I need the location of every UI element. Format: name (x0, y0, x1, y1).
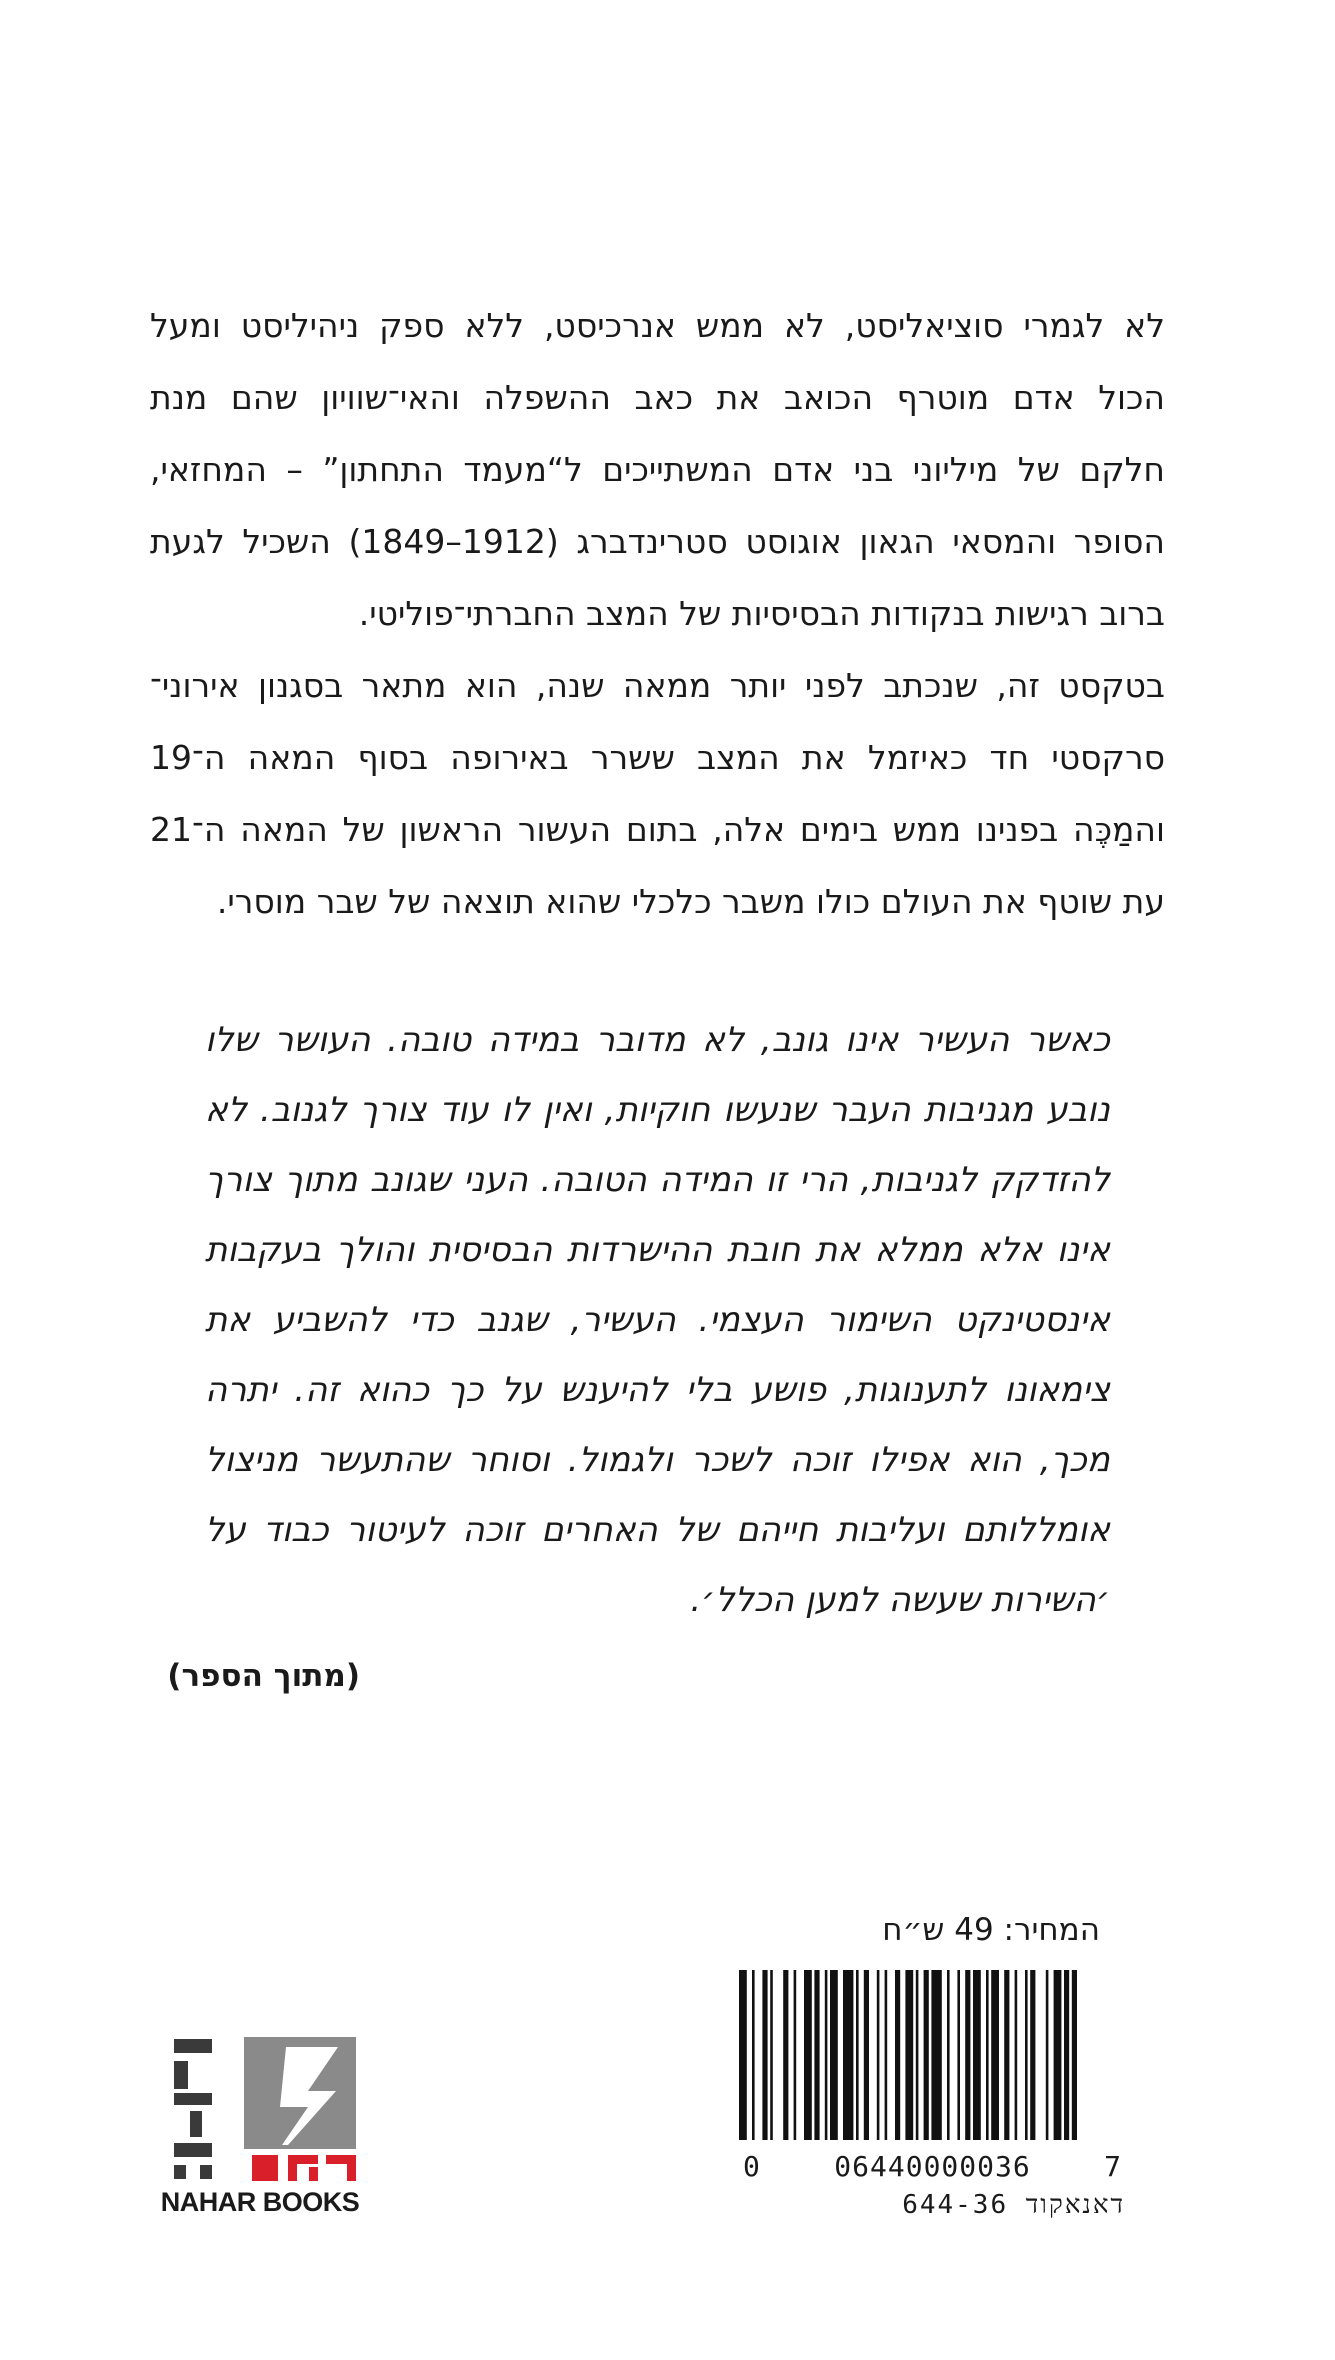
excerpt-line: אינסטינקט השימור העצמי. העשיר, שגנב כדי להשביע את (205, 1300, 1110, 1340)
barcode-bar (924, 1970, 929, 2140)
barcode-bar (856, 1970, 859, 2140)
barcode-bar (916, 1970, 919, 2140)
blurb-line: והמַכֶּה בפנינו ממש בימים אלה, בתום העשור הראשון של המאה ה־21 (150, 810, 1165, 849)
barcode-bar (1004, 1970, 1009, 2140)
blurb-line: הכול אדם מוטרף הכואב את כאב ההשפלה והאי־שוויון שהם מנת (150, 378, 1165, 417)
barcode-digit-group: 7 (1104, 2150, 1122, 2183)
barcode-bar (739, 1970, 747, 2140)
barcode-bar (986, 1970, 989, 2140)
barcode-bar (864, 1970, 869, 2140)
barcode-bar (877, 1970, 880, 2140)
excerpt-line: אומללותם ועליבות חייהם של האחרים זוכה לעיטור כבוד על (205, 1510, 1110, 1550)
blurb-text (150, 290, 1165, 938)
barcode-bar (1064, 1970, 1069, 2140)
barcode-digits (735, 2150, 1130, 2183)
excerpt-line: כאשר העשיר אינו גונב, לא מדובר במידה טובה. העושר שלו (205, 1020, 1110, 1060)
barcode-bar (905, 1970, 913, 2140)
barcode (735, 1970, 1130, 2140)
blurb-line: בטקסט זה, שנכתב לפני יותר ממאה שנה, הוא מתאר בסגנון אירוני־ (150, 666, 1165, 705)
barcode-digit-group: 0 (743, 2150, 761, 2183)
blurb-line: חלקם של מיליוני בני אדם המשתייכים ל“מעמד התחתון” – המחזאי, (150, 450, 1165, 489)
barcode-digit-group: 06440000036 (834, 2150, 1031, 2183)
barcode-bar (973, 1970, 981, 2140)
barcode-bar (965, 1970, 970, 2140)
barcode-bar (814, 1970, 819, 2140)
barcode-bar (1030, 1970, 1035, 2140)
barcode-bar (830, 1970, 838, 2140)
blurb-line: ברוב רגישות בנקודות הבסיסיות של המצב החברתי־פוליטי. (358, 594, 1165, 633)
barcode-bar (895, 1970, 900, 2140)
barcode-bar (1046, 1970, 1049, 2140)
barcode-bar (1072, 1970, 1077, 2140)
price-label: המחיר: 49 ש״ח (882, 1912, 1100, 1948)
barcode-bar (1025, 1970, 1028, 2140)
barcode-bar (957, 1970, 960, 2140)
excerpt-line: אינו אלא ממלא את חובת ההישרדות הבסיסית והולך בעקבות (205, 1230, 1110, 1270)
barcode-block (735, 1970, 1130, 2220)
barcode-bar (804, 1970, 812, 2140)
blurb-line: סרקסטי חד כאיזמל את המצב ששרר באירופה בסוף המאה ה־19 (150, 738, 1165, 777)
blurb-line: עת שוטף את העולם כולו משבר כלכלי שהוא תוצאה של שבר מוסרי. (216, 882, 1165, 921)
excerpt-source: (מתוך הספר) (167, 1658, 360, 1694)
excerpt-line: נובע מגניבות העבר שנעשו חוקיות, ואין לו עוד צורך לגנוב. לא (205, 1090, 1110, 1130)
nahar-logo-icon (160, 2025, 360, 2205)
excerpt-line: צימאונו לתענוגות, פושע בלי להיענש על כך כהוא זה. יתרה (205, 1370, 1110, 1410)
barcode-bar (1054, 1970, 1062, 2140)
barcode-bar (794, 1970, 797, 2140)
barcode-bar (843, 1970, 853, 2140)
blurb-line: הסופר והמסאי הגאון אוגוסט סטרינדברג (1912–1849) השכיל לגעת (150, 522, 1165, 561)
blurb-line: לא לגמרי סוציאליסט, לא ממש אנרכיסט, ללא ספק ניהיליסט ומעל (150, 306, 1165, 345)
barcode-bar (752, 1970, 755, 2140)
publisher-name: NAHAR BOOKS (160, 2187, 360, 2217)
barcode-bar (991, 1970, 999, 2140)
barcode-bar (947, 1970, 950, 2140)
catalog-number: דאנאקוד 644-36 (902, 2190, 1125, 2220)
excerpt-line: מכך, הוא אפילו זוכה לשכר ולגמול. וסוחר שהתעשר מניצול (205, 1440, 1110, 1480)
excerpt-line: להזדקק לגניבות, הרי זו המידה הטובה. העני שגונב מתוך צורך (205, 1160, 1110, 1200)
barcode-bar (885, 1970, 888, 2140)
barcode-bar (770, 1970, 773, 2140)
publisher-logo (160, 2025, 360, 2220)
barcode-bar (825, 1970, 828, 2140)
barcode-bar (1015, 1970, 1018, 2140)
excerpt-line: ׳השירות שעשה למען הכלל׳. (690, 1580, 1110, 1620)
barcode-bar (931, 1970, 941, 2140)
barcode-bar (762, 1970, 767, 2140)
barcode-bar (783, 1970, 788, 2140)
book-excerpt (205, 1005, 1110, 1635)
